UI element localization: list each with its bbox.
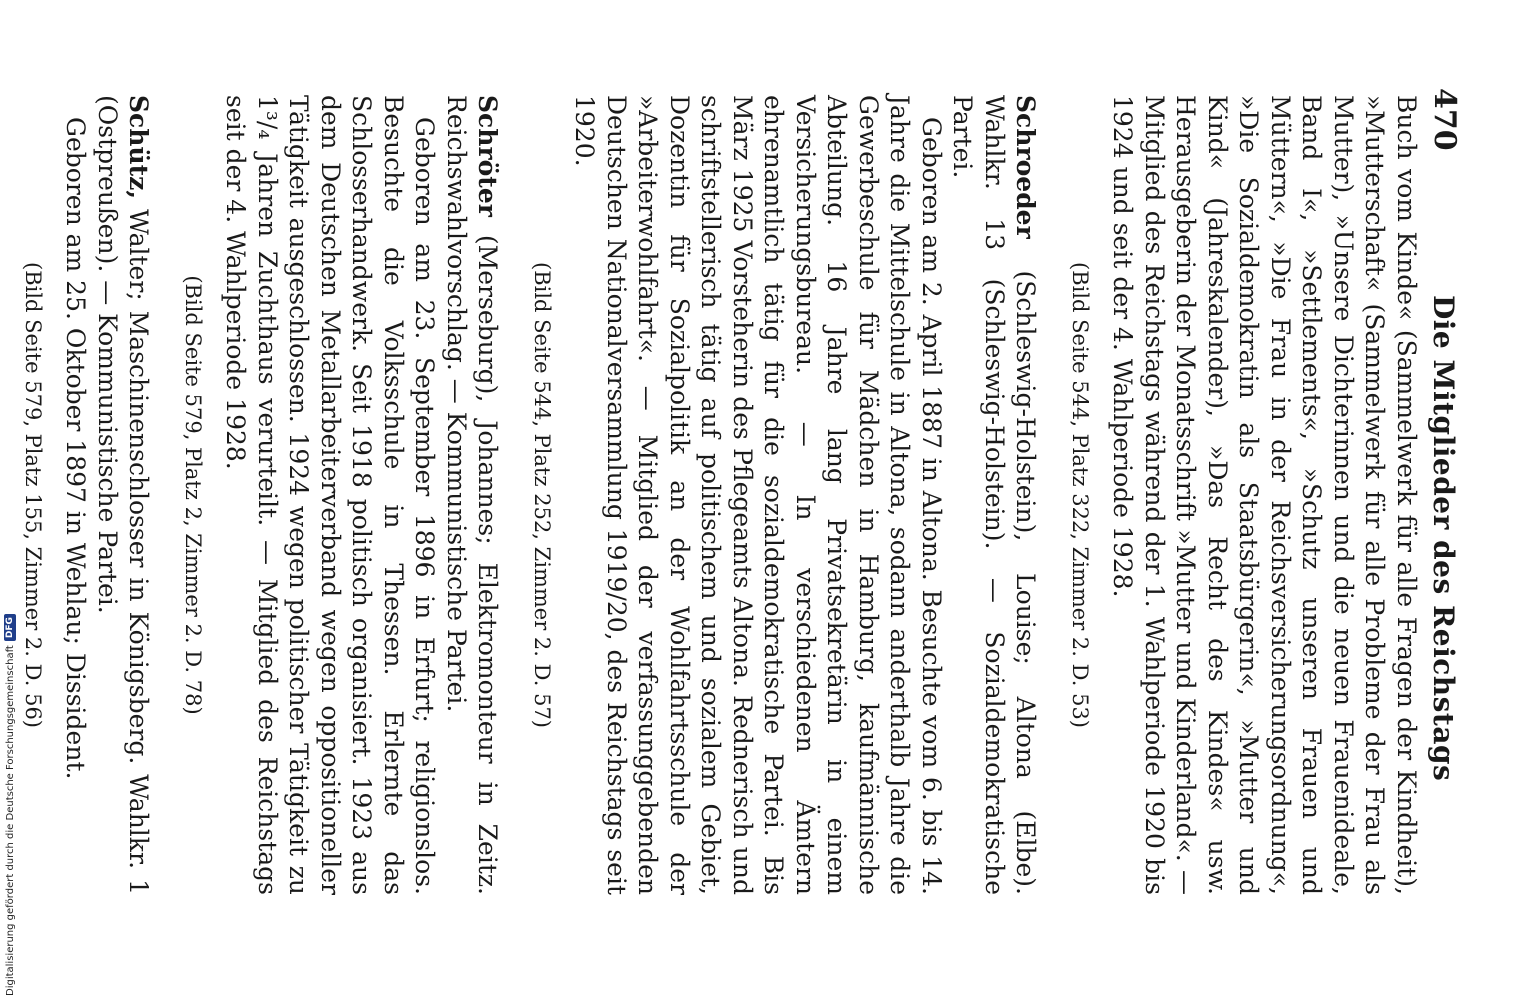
member-details: Walter; Maschinenschlosser in Königsberg. Wahlkr. 1 (Ostpreußen). — Kommunistische Partei. [93,95,154,895]
member-name: Schütz, [124,95,154,200]
entry-schroeder [526,95,1042,895]
picture-reference: (Bild Seite 544, Platz 252, Zimmer 2. D. 57) [530,262,554,728]
entry-biography: Geboren am 2. April 1887 in Altona. Besuchte vom 6. bis 14. Jahre die Mittelschule in Altona, sodann anderthalb Jahre die Gewerbeschule für Mädchen in Hamburg, kaufmännische Abteilung. 16 Jahre lang Privatsekretärin in einem Versicherungsbureau. — In verschiedenen Ämtern ehrenamtlich tätig für die sozialdemokratische Partei. Bis März 1925 Vorsteherin des Pflegeamts Altona. Rednerisch und schriftstellerisch tätig auf politischem und sozialem Gebiet, Dozentin für Sozialpolitik an der Wohlfahrtsschule der »Arbeiterwohlfahrt«. — Mitglied der verfassunggebenden Deutschen Nationalversammlung 1919/20, des Reichstags seit 1920. [570,95,946,895]
entry-biography: Geboren am 25. Oktober 1897 in Wehlau; Dissident. [61,117,91,780]
digitization-credit-text: Digitalisierung gefördert durch die Deutsche Forschungsgemeinschaft [4,645,16,996]
entry-schroeter [177,95,504,895]
picture-reference: (Bild Seite 579, Platz 155, Zimmer 2. D. 56) [21,262,45,728]
entry-heading [947,95,1042,895]
entry-heading [92,95,155,895]
picture-reference: (Bild Seite 544, Platz 322, Zimmer 2. D. 53) [1068,262,1092,728]
member-name: Schröter [473,95,503,217]
entry-biography: Geboren am 23. September 1896 in Erfurt; religionslos. Besuchte die Volksschule in Thessen. Erlernte das Schlosserhandwerk. Seit 1918 politisch organisiert. 1923 aus dem Deutschen Metallarbeiterverband wegen oppositioneller Tätigkeit ausgeschlossen. 1924 wegen politischer Tätigkeit zu 1³/₄ Jahren Zuchthaus verurteilt. — Mitglied des Reichstags seit der 4. Wahlperiode 1928. [221,95,440,895]
text-column [0,95,1422,895]
entry-schuetz [17,95,155,895]
digitization-credit [0,0,22,1000]
entry-continuation [1064,95,1423,895]
continuation-paragraph: Buch vom Kinde« (Sammelwerk für alle Fragen der Kindheit), »Mutterschaft« (Sammelwerk für alle Probleme der Frau als Mutter), »Unsere Dichterinnen und die neuen Frauenideale, Band I«, »Settlements«, »Schutz unseren Frauen und Müttern«, »Die Frau in der Reichsversicherungsordnung«, »Die Sozialdemokratin als Staatsbürgerin«, »Mutter und Kind« (Jahreskalender), »Das Recht des Kindes« usw. Herausgeberin der Monatsschrift »Mutter und Kinderland«. — Mitglied des Reichstags während der 1. Wahlperiode 1920 bis 1924 und seit der 4. Wahlperiode 1928. [1108,95,1421,895]
digitization-credit-line [0,0,20,996]
page-header [1422,60,1462,960]
dfg-logo: DFG [4,614,16,641]
member-details: (Schleswig-Holstein), Louise; Altona (Elbe). Wahlkr. 13 (Schleswig-Holstein). — Sozialdemokratische Partei. [948,95,1041,895]
entry-heading [441,95,504,895]
member-details: (Merseburg), Johannes; Elektromonteur in Zeitz. Reichswahlvorschlag. — Kommunistische Partei. [442,95,503,895]
running-title: Die Mitglieder des Reichstags [1427,295,1460,782]
picture-reference: (Bild Seite 579, Platz 2, Zimmer 2. D. 78) [181,275,205,715]
page-number: 470 [1427,88,1462,151]
member-name: Schroeder [1011,95,1041,239]
